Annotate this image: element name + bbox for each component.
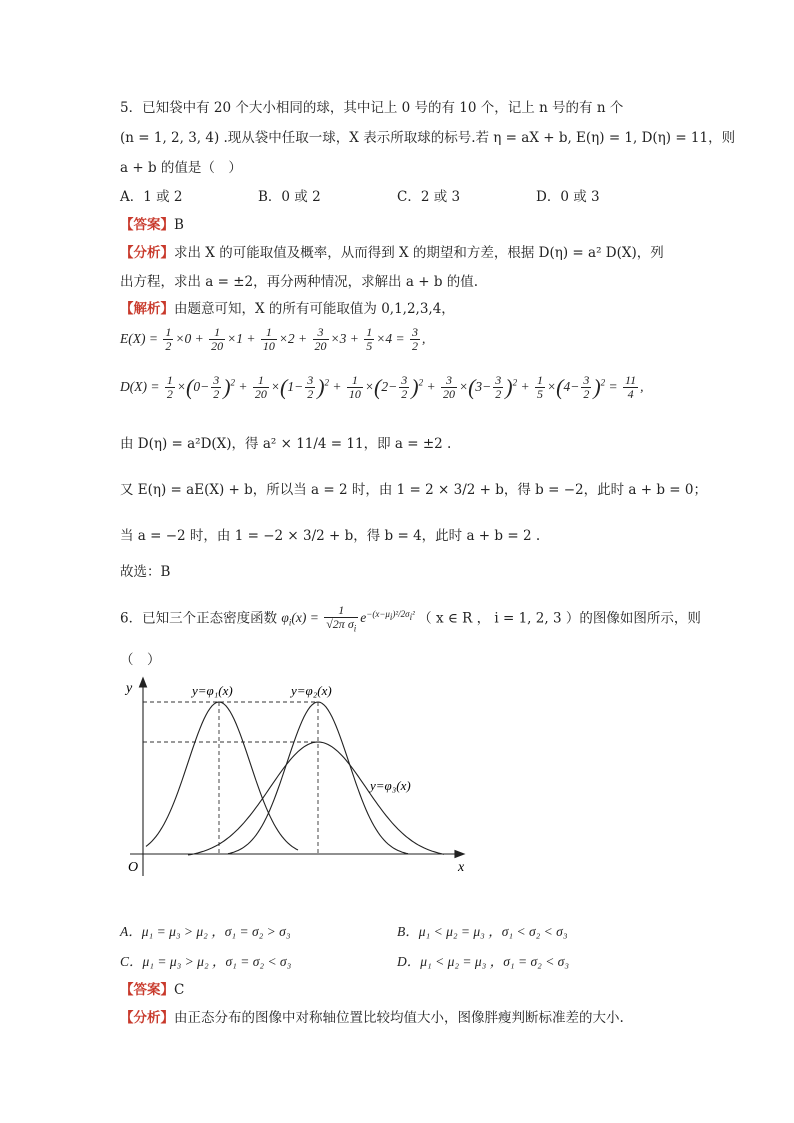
q5-choose: 故选：B <box>120 564 171 580</box>
analysis-text: 由正态分布的图像中对称轴位置比较均值大小，图像胖瘦判断标准差的大小. <box>174 1010 624 1026</box>
normal-curves-figure <box>118 676 478 886</box>
analysis-tag: 【分析】 <box>120 245 174 261</box>
ex-lhs: E(X) = <box>120 330 158 346</box>
label-phi-2: y=φ₂(x) <box>291 683 332 698</box>
q5-option-c: C．2 或 3 <box>397 189 461 205</box>
answer-tag: 【答案】 <box>120 982 174 998</box>
q6-stem-text: 6．已知三个正态密度函数 <box>120 610 278 627</box>
fraction: $\frac{1}{5}$ <box>366 325 373 354</box>
variance-formula: D(X) = $\frac{1}{2}$ ×(0− $\frac{3}{2}$ )$^2$ + $\frac{1}{20}$ ×(1− $\frac{3}{2}$ )$^2$ + $\frac{1}{10}$ ×(2− $\frac{3}{2}$ )$^2$ + $\frac{3}{20}$ ×(3− $\frac{3}{2}$ )$^2$ + $\frac{1}{5}$ ×(4− $\frac{3}{2}$ )$^2$ = $\frac{11}{4}$ , <box>120 373 644 402</box>
q6-stem-tail: （ x ∈ R ， i = 1, 2, 3 ）的图像如图所示，则 <box>418 610 701 627</box>
y-axis-label: y <box>126 681 133 696</box>
fraction: $\frac{1}{20}$ <box>211 325 224 354</box>
q5-option-d: D．0 或 3 <box>536 189 600 205</box>
q5-stem-line-2: (n = 1, 2, 3, 4) .现从袋中任取一球，X 表示所取球的标号.若 η = aX + b, E(η) = 1, D(η) = 11，则 <box>120 130 736 146</box>
solution-tag: 【解析】 <box>120 301 174 317</box>
q5-step-3: 当 a = −2 时，由 1 = −2 × 3/2 + b，得 b = 4，此时 a + b = 2 . <box>120 528 541 544</box>
curve-phi-1 <box>146 702 298 850</box>
curve-phi-3 <box>188 742 444 855</box>
answer-value: C <box>174 982 185 998</box>
q6-stem-line-2: （ ） <box>120 652 161 668</box>
q5-option-b: B．0 或 2 <box>258 189 321 205</box>
analysis-tag: 【分析】 <box>120 1010 174 1026</box>
origin-label: O <box>128 860 139 875</box>
dashed-guides <box>143 702 318 854</box>
q5-step-2: 又 E(η) = aE(X) + b，所以当 a = 2 时，由 1 = 2 × 3/2 + b，得 b = −2，此时 a + b = 0； <box>120 482 707 498</box>
q5-solution-line-1 <box>120 297 455 317</box>
q5-analysis-line-2: 出方程，求出 a = ±2，再分两种情况，求解出 a + b 的值. <box>120 274 479 290</box>
q5-stem-line-1: 5．已知袋中有 20 个大小相同的球，其中记上 0 号的有 10 个，记上 n 号的有 n 个 <box>120 100 624 116</box>
q5-analysis-line-1 <box>120 241 664 261</box>
q5-step-1: 由 D(η) = a²D(X)，得 a² × 11/4 = 11，即 a = ±2 . <box>120 436 452 452</box>
q6-option-b: B．μ₁ < μ₂ = μ₃ ，σ₁ < σ₂ < σ₃ <box>397 924 568 939</box>
axes <box>130 678 464 876</box>
expectation-formula: E(X) = $\frac{1}{2}$ ×0 + $\frac{1}{20}$ ×1 + $\frac{1}{10}$ ×2 + $\frac{3}{20}$ ×3 + $\frac{1}{5}$ ×4 = $\frac{3}{2}$ , <box>120 325 426 354</box>
x-axis-arrow <box>455 851 464 858</box>
answer-tag: 【答案】 <box>120 217 174 233</box>
fraction: $\frac{1}{10}$ <box>262 325 275 354</box>
y-axis-arrow <box>140 678 147 687</box>
q6-answer <box>120 978 184 998</box>
fraction: $\frac{3}{20}$ <box>314 325 327 354</box>
dx-lhs: D(X) = <box>120 378 160 394</box>
q5-answer <box>120 213 184 233</box>
label-phi-3: y=φ₃(x) <box>370 778 411 793</box>
analysis-text: 求出 X 的可能取值及概率，从而得到 X 的期望和方差，根据 D(η) = a² D(X)，列 <box>174 245 664 261</box>
q6-option-a: A．μ₁ = μ₃ > μ₂ ，σ₁ = σ₂ > σ₃ <box>120 924 291 939</box>
label-phi-1: y=φ₁(x) <box>192 683 233 698</box>
q6-analysis <box>120 1006 624 1026</box>
q6-option-d: D．μ₁ < μ₂ = μ₃ ，σ₁ = σ₂ < σ₃ <box>397 954 570 969</box>
x-axis-label: x <box>458 860 465 875</box>
fraction: $\frac{3}{2}$ <box>412 325 419 354</box>
q5-option-a: A．1 或 2 <box>120 189 183 205</box>
answer-value: B <box>174 217 184 233</box>
fraction: $\frac{1}{2}$ <box>165 325 172 354</box>
q6-option-c: C．μ₁ = μ₃ > μ₂ ，σ₁ = σ₂ < σ₃ <box>120 954 292 969</box>
density-function: $\varphi_i(x)$ = $\frac{1}{√2\pi \sigma_i}$ $e^{-(x-\mu i)^2/2\sigma i^2}$ <box>281 603 415 634</box>
q5-stem-line-3: a + b 的值是（ ） <box>120 160 242 176</box>
solution-text: 由题意可知，X 的所有可能取值为 0,1,2,3,4， <box>174 301 455 317</box>
q6-stem-line-1 <box>120 604 701 634</box>
